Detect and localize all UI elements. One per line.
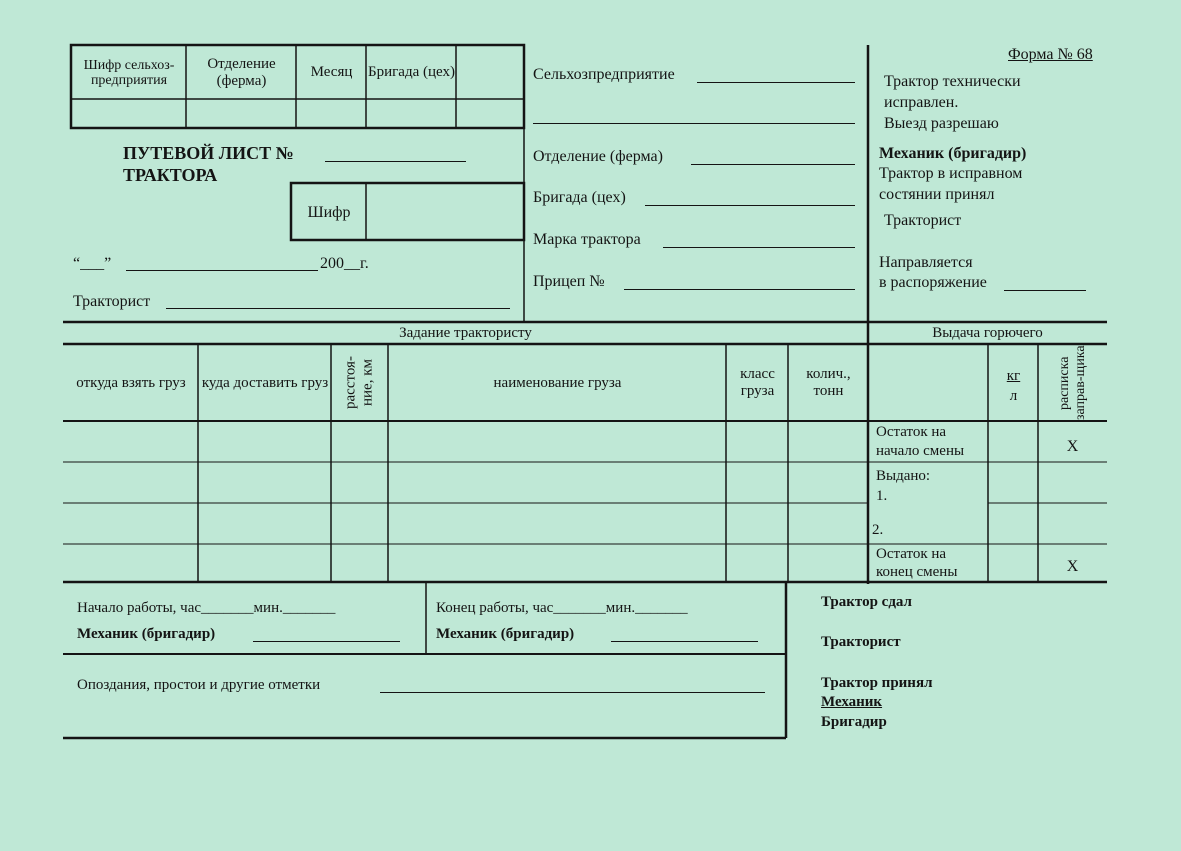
fuel-end-x: Х bbox=[1066, 558, 1079, 575]
col-to: куда доставить груз bbox=[201, 374, 329, 391]
fuel-start-1: Остаток на bbox=[876, 424, 947, 440]
tractorist-label: Тракторист bbox=[73, 293, 151, 310]
right-line-5: Трактор в исправном bbox=[879, 165, 1023, 182]
accepted-label: Трактор принял bbox=[821, 675, 933, 691]
right-mechanic: Механик (бригадир) bbox=[879, 145, 1027, 162]
table-row[interactable] bbox=[64, 463, 868, 503]
division-label: Отделение (ферма) bbox=[533, 148, 663, 165]
bottom-tractorist: Тракторист bbox=[821, 634, 901, 650]
tractorist-field[interactable] bbox=[166, 308, 510, 309]
mechanic-end-field[interactable] bbox=[611, 641, 758, 642]
enterprise-field[interactable] bbox=[697, 82, 855, 83]
col-distance: расстоя-ние, км bbox=[342, 356, 376, 410]
right-line-9: в распоряжение bbox=[879, 274, 987, 291]
cipher-label: Шифр bbox=[307, 203, 351, 221]
col-tons: колич., тонн bbox=[806, 366, 851, 399]
end-work: Конец работы, час_______мин._______ bbox=[436, 600, 688, 616]
notes-label: Опоздания, простои и другие отметки bbox=[77, 677, 321, 693]
fuel-start-x: Х bbox=[1066, 438, 1079, 455]
fuel-start-2: начало смены bbox=[876, 443, 965, 459]
date-month-field[interactable] bbox=[126, 270, 318, 271]
fuel-end-2: конец смены bbox=[876, 564, 958, 580]
mechanic-end-label: Механик (бригадир) bbox=[436, 626, 575, 642]
waybill-subtitle: ТРАКТОРА bbox=[123, 165, 218, 185]
fuel-col-l: л bbox=[1009, 388, 1018, 404]
brigade-label: Бригада (цех) bbox=[533, 189, 626, 206]
form-number: Форма № 68 bbox=[1008, 46, 1093, 63]
fuel-issued-2: 2. bbox=[872, 522, 884, 538]
right-line-8: Направляется bbox=[879, 254, 973, 271]
table-row[interactable] bbox=[64, 504, 868, 544]
farm-code-header: Шифр сельхоз-предприятия bbox=[83, 57, 175, 88]
right-line-3: Выезд разрешаю bbox=[884, 115, 999, 132]
waybill-number-field[interactable] bbox=[325, 161, 466, 162]
tractor-brand-field[interactable] bbox=[663, 247, 855, 248]
brigade-field[interactable] bbox=[645, 205, 855, 206]
start-work: Начало работы, час_______мин._______ bbox=[77, 600, 336, 616]
notes-field[interactable] bbox=[380, 692, 765, 693]
enterprise-field-2[interactable] bbox=[533, 123, 855, 124]
col-cargo-class: класс груза bbox=[740, 366, 775, 399]
brigade-code-header: Бригада (цех) bbox=[368, 64, 455, 80]
tractor-brand-label: Марка трактора bbox=[533, 231, 641, 248]
right-line-6: состянии принял bbox=[879, 186, 995, 203]
col-cargo-name: наименование груза bbox=[493, 374, 622, 391]
fuel-col-kg: кг bbox=[1006, 368, 1021, 384]
waybill-title: ПУТЕВОЙ ЛИСТ № bbox=[123, 143, 294, 163]
task-title: Задание трактористу bbox=[399, 325, 532, 341]
date-year: 200__г. bbox=[320, 255, 369, 272]
fuel-issued-1: 1. bbox=[876, 488, 888, 504]
right-line-2: исправлен. bbox=[884, 94, 959, 111]
right-tractorist: Тракторист bbox=[884, 212, 962, 229]
month-header: Месяц bbox=[310, 64, 353, 80]
mechanic-start-label: Механик (бригадир) bbox=[77, 626, 216, 642]
bottom-brigadier: Бригадир bbox=[821, 714, 887, 730]
division-field[interactable] bbox=[691, 164, 855, 165]
col-from: откуда взять груз bbox=[76, 374, 186, 391]
division-code-header: Отделение (ферма) bbox=[207, 55, 276, 89]
date-day: “___” bbox=[73, 255, 112, 272]
mechanic-start-field[interactable] bbox=[253, 641, 400, 642]
enterprise-label: Сельхозпредприятие bbox=[533, 66, 675, 83]
fuel-issued: Выдано: bbox=[876, 468, 931, 484]
trailer-field[interactable] bbox=[624, 289, 855, 290]
bottom-mechanic: Механик bbox=[821, 694, 883, 710]
fuel-col-receipt: расписка заправ-щика bbox=[1057, 345, 1088, 421]
table-row[interactable] bbox=[64, 422, 868, 462]
table-row[interactable] bbox=[64, 545, 868, 582]
disposal-field[interactable] bbox=[1004, 290, 1086, 291]
right-line-1: Трактор технически bbox=[884, 73, 1021, 90]
fuel-title: Выдача горючего bbox=[932, 325, 1043, 341]
handed-label: Трактор сдал bbox=[821, 594, 912, 610]
trailer-label: Прицеп № bbox=[533, 273, 605, 290]
fuel-end-1: Остаток на bbox=[876, 546, 947, 562]
